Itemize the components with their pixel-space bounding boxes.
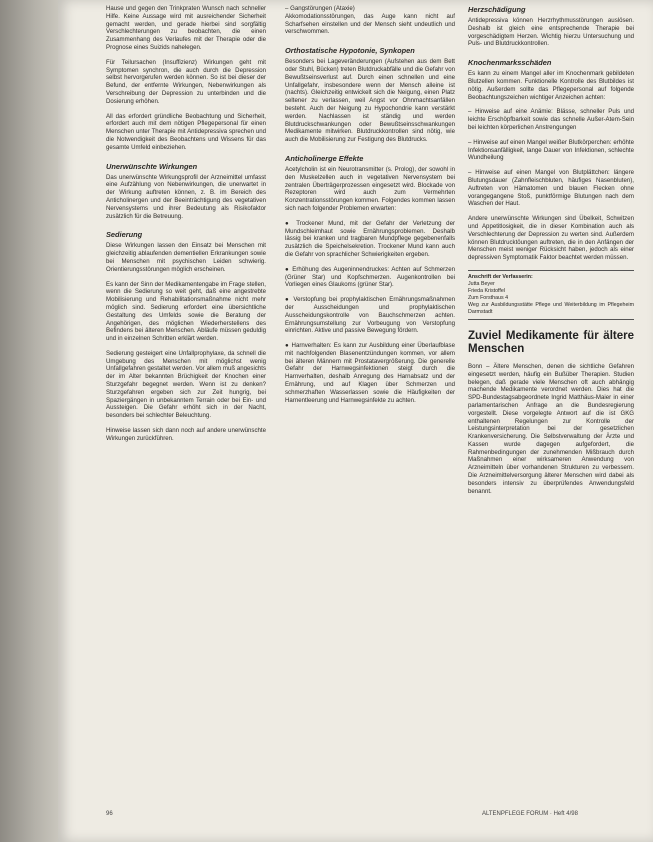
column-right: [468, 5, 634, 502]
news-paragraph: Bonn – Ältere Menschen, denen die sichtliche Gefahren eingesetzt werden, häufig ein Bußüber Therapien. Studien belegen, daß gerade viele Menschen oft auch abhängig machende Medikamente verordnet werden. Dies hat die SPD-Bundestagsabgeordnete Ingrid Matthäus-Maier in einer parlamentarischen Anfrage an die Bundesregierung vorgestellt. Diese vorgelegte Antwort auf die ist GKG enthaltenen Regelungen zur Kontrolle der Leistungsinterpretation bei der gesetzlichen Krankenversicherung. Die Selbstverwaltung der Ärzte und Kassen wurde dagegen aufgefordert, die Rahmenbedingungen der zunehmenden Mißbrauch durch Maßnahmen einer wirksameren Anwendung von Arzneimitteln über vorhandenen Strukturen zu verbessern. Die Arzneimittelversorgung älterer Menschen wird dabei als besonders intensiv zu überprüfendes Anwendungsfeld benannt.: [468, 362, 634, 495]
author-address: Jutta Beyer Frieda Kristoffel Zum Forsthaus 4 Weg zur Ausbildungsstätte Pflege und Weiterbildung im Pflegeheim Darmstadt: [468, 280, 634, 315]
paragraph: All das erfordert gründliche Beobachtung und Sicherheit, erfordert auch mit dem nötigen Pflegepersonal für einen Menschen unter Therapie mit Antidepressiva sprechen und die Notwendigkeit des Beobachtens und Wissens für das gesamte Umfeld einbeziehen.: [106, 112, 266, 151]
bullet-item: – Hinweise auf eine Anämie: Blässe, schneller Puls und leichte Erschöpfbarkeit sowie das schnelle Außer-Atem-Sein bei leichten körperlichen Anstrengungen: [468, 108, 634, 131]
column-left: [106, 5, 266, 450]
paragraph: Es kann zu einem Mangel aller im Knochenmark gebildeten Blutzellen kommen. Funktionelle Kontrolle des Blutbildes ist nötig. Außerdem sollte das Pflegepersonal auf folgende Beobachtungszeichen wichtiger Anzeichen achten:: [468, 70, 634, 101]
paragraph: Das unerwünschte Wirkungsprofil der Arzneimittel umfasst eine Aufzählung von Nebenwirkungen, die unerwartet in der Wirkung auftreten können, z. B. im Bereich des Anticholinergen und der Beeinträchtigung des vegetativen Nervensystems und ihrer Bedeutung als Risikofaktor zusätzlich für die Betreuung.: [106, 173, 266, 220]
bullet-item: ● Harnverhalten: Es kann zur Ausbildung einer Überlaufblase mit nachfolgenden Blasenentzündungen kommen, vor allem bei älteren Männern mit Prostatavergrößerung. Die generelle Gefahr der Harnwegsinfektionen steigt durch die Harnverhalten, deshalb Anregung des Harnabsatz und der Ernährung, und auf Klagen über Schmerzen und schmerzhaften Wasserlassen sowie die Häufigkeiten der Harnentleerung und Harnwegsinfekte zu achten.: [285, 342, 455, 404]
author-address-box: [468, 270, 634, 320]
author-address-label: Anschrift der Verfasserin:: [468, 273, 533, 280]
section-heading: Knochenmarksschäden: [468, 58, 552, 68]
bullet-item: ● Trockener Mund, mit der Gefahr der Verletzung der Mundschleimhaut sowie Ernährungsproblemen. Deshalb lässig bei kranken und tragbaren Mundpflege gegebenenfalls zusätzlich die Speichelsekretion. Trockener Mund kann auch die Gefahr von sprachlicher Schwierigkeiten ergeben.: [285, 219, 455, 258]
bullet-item: ● Verstopfung bei prophylaktischen Ernährungsmaßnahmen der Ausscheidungen und prophylaktischen Ausscheidungskontrolle von Bauchschmerzen achten. Ernährungsumstellung zur Vorbeugung von Verstopfung einrichten. Aktive und passive Bewegung fördern.: [285, 296, 455, 335]
section-heading: Orthostatische Hypotonie, Synkopen: [285, 46, 415, 56]
paragraph: Für Teilursachen (Insuffizienz) Wirkungen geht mit Symptomen synchron, die auch durch die Depression selbst hervorgerufen werden können. So ist bei dieser der Befund, der entfernte Wirkungen, Nebenwirkungen als Verschreibung der Depression zu unterbinden und die Dosierung erhöhen.: [106, 58, 266, 105]
paragraph: Sedierung gesteigert eine Unfallprophylaxe, da schnell die Umgebung des Menschen mit möglichst wenig Unfallgefahren gestaltet werden. Vor allem muß angesichts der im Alter bekannten Brüchigkeit der Knochen einer Sturzgefahr begegnet werden. Wenn ist zu denken? Sturzgefahren ergeben sich zur Zeit hungrig, bei Spaziergängen in unbekanntem Terrain oder bei Ein- und Aussteigen. Die Gefahr erhöht sich in der Nacht, besonders bei schlechter Beleuchtung.: [106, 349, 266, 420]
paragraph: Es kann der Sinn der Medikamentengabe im Frage stellen, wenn die Sedierung so weit geht, daß eine angestrebte Mobilisierung und Rehabilitationsmaßnahme nicht mehr möglich sind. Sedierung erfordert eine übersichtliche Gestaltung des Umfelds sowie die Beratung der Angehörigen, des möglichen Wiederherstellens des Befindens bei älteren Menschen. Abläufe müssen geduldig und in einzelnen Schritten erklärt werden.: [106, 280, 266, 343]
section-heading: Herzschädigung: [468, 5, 526, 14]
section-heading: Sedierung: [106, 230, 143, 240]
page-binding-edge: [0, 0, 58, 842]
bullet-item: – Hinweise auf einen Mangel weißer Blutkörperchen: erhöhte Infektionsanfälligkeit, lange Dauer von Infektionen, schlechte Wundheilung: [468, 138, 634, 162]
paragraph: Hause und gegen den Trinkpraten Wunsch nach schneller Hilfe. Keine Aussage wird mit ausreichender Sicherheit gemacht werden, und gerade hierbei sind sorgfältig Verschlechterungen zu beobachten, die einen Zusammenhang des Verlaufes mit der Therapie oder die Prognose eines Suizids nahelegen.: [106, 5, 266, 51]
paragraph: Andere unerwünschte Wirkungen sind Übelkeit, Schwitzen und Appetitlosigkeit, die in dieser Kombination auch als Verschlechterung der Depression zu werten sind. Außerdem können Blutdrucktöungen auftreten, die in den Anfängen der Menschen meist weniger Rücksicht haben, jedoch als einer depressiven Symptomatik Faktor beachtet werden müssen.: [468, 215, 634, 262]
section-heading: Anticholinerge Effekte: [285, 153, 364, 163]
journal-footer: ALTENPFLEGE FORUM · Heft 4/98: [482, 811, 578, 817]
bullet-item: – Hinweise auf einen Mangel von Blutplättchen: längere Blutungsdauer (Zahnfleischbluten, häufiges Nasenbluten), Auftreten von Hämatomen und blauen Flecken ohne vorangegangene Stoß, punktförmige Blutungen nach dem Waschen der Haut.: [468, 169, 634, 208]
paragraph: Besonders bei Lageveränderungen (Aufstehen aus dem Bett oder Stuhl, Bücken) treten Blutdruckabfälle und die Gefahr von Bewußtseinsverlust auf. Durch einen schnellen und eine Unfallgefahr, insbesondere wenn der Mensch alleine ist (nachts). Gleichzeitig entwickelt sich die Neigung, einen Platz seltener zu verlassen, weil Angst vor Ohnmachtsanfällen besteht. Auch der Neigung zu Hypochondrie kann verstärkt werden. Nachlassen ist ständig und werden Blutdruckschwankungen oder Bewußtseinsschwankungen Medikamente mitwirken. Blutdruckkontrollen sind nötig, wie auch die Mobilisierung zur Festigung des Blutdrucks.: [285, 58, 455, 144]
paragraph: Diese Wirkungen lassen den Einsatz bei Menschen mit gleichzeitig ablaufenden dementiellen Erkrankungen sowie bei Menschen mit psychischen Leiden schwierig. Orientierungsstörungen möglich erscheinen.: [106, 242, 266, 273]
page-number: 96: [106, 811, 113, 817]
paragraph: – Gangstörungen (Ataxie) Akkomodationsstörungen, das Auge kann nicht auf Scharfsehen einstellen und der Mensch sieht undeutlich und verschwommen.: [285, 5, 455, 36]
paragraph: Acetylcholin ist ein Neurotransmitter (s. Prolog), der sowohl in den Muskelzellen auch in vegetativen Nervensystem bei zentralen Überträgerprozessen eingesetzt wird. Blockade von Rezeptoren wird auch zum Vermehrten Konzentrationsstörungen kommen. Folgendes kommen lassen sich nach folgender Problemen erwarten:: [285, 165, 455, 212]
paragraph: Hinweise lassen sich dann noch auf andere unerwünschte Wirkungen zurückführen.: [106, 427, 266, 442]
news-headline: Zuviel Medikamente für ältere Menschen: [468, 329, 634, 356]
section-heading: Unerwünschte Wirkungen: [106, 161, 198, 171]
paragraph: Antidepressiva können Herzrhythmusstörungen auslösen. Deshalb ist gleich eine entsprechende Therapie bei vorgeschädigtem Herzen. Wichtig hierzu Untersuchung und Puls- und Blutdruckkontrollen.: [468, 17, 634, 48]
column-middle: [285, 5, 455, 411]
bullet-item: ● Erhöhung des Augeninnendruckes: Achten auf Schmerzen (Grüner Star) und Kopfschmerzen. Augenkontrollen bei Vorliegen eines Glaukoms (grüner Star).: [285, 265, 455, 289]
